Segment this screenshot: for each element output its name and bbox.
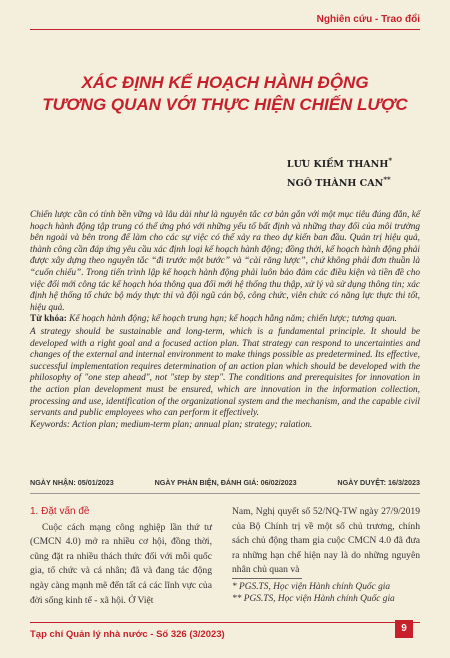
- footer-divider: [30, 622, 420, 623]
- date-received: NGÀY NHẬN: 05/01/2023: [30, 478, 114, 487]
- body-column-left: [30, 505, 212, 608]
- body-column-right: [232, 505, 420, 578]
- author-list: [287, 153, 392, 191]
- title-line-1: XÁC ĐỊNH KẾ HOẠCH HÀNH ĐỘNG: [81, 73, 369, 92]
- header-divider: [30, 29, 420, 30]
- keywords-vietnamese: Từ khóa: Kế hoạch hành động; kế hoạch trung hạn; kế hoạch hằng năm; chiến lược; tương quan.: [30, 314, 398, 325]
- abstract-english: A strategy should be sustainable and long-term, which is a fundamental principle. It should be developed with a right goal and a focused action plan. That strategy can respond to uncertainties and changes of the external and internal environment to make things possible as predetermined. Its effective, successful implementation requires determination of an action plan which should be developed with the philosophy of "one step ahead", not "step by step". The conditions and prerequisites for innovation in the action plan development must be ensured, which are innovation in the information collection, processing and use, identification of the organizational system and the mechanism, and the capable civil servants and public employees who can perform it effectively.: [30, 326, 420, 419]
- section-label: Nghiên cứu - Trao đổi: [316, 14, 420, 25]
- article-title: [20, 72, 430, 116]
- author-2: NGÔ THÀNH CAN**: [286, 175, 391, 190]
- page-number: 9: [395, 620, 413, 638]
- keywords-english: Keywords: Action plan; medium-term plan; annual plan; strategy; ralation.: [30, 419, 313, 430]
- footnotes: [232, 581, 422, 605]
- footnote-1: * PGS.TS, Học viện Hành chính Quốc gia: [232, 582, 391, 592]
- abstract: [30, 210, 420, 431]
- abstract-vietnamese: Chiến lược cần có tính bền vững và lâu dài như là nguyên tắc cơ bản gắn với một mục tiêu đúng đắn, kế hoạch hành động tập trung có thể ứng phó với những yếu tố bất định và những thay đổi của môi trường bên ngoài và bên trong để làm cho các sự việc có thể xảy ra theo dự kiến ban đầu. Quản trị hiệu quả, thành công cần đáp ứng yêu cầu xác định loại kế hoạch hành động; đồng thời, kế hoạch hành động phải được xây dựng theo nguyên tắc “đi trước một bước” và “cài răng lược”, chứ không phải đơn thuần là “cuốn chiếu”. Trong tiến trình lập kế hoạch hành động phải luôn bảo đảm các điều kiện và tiền đề cho việc đổi mới công tác kế hoạch hóa thông qua đổi mới hệ thống thu thập, xử lý và sử dụng thông tin; xác định hệ thống tổ chức bộ máy thực thi và đội ngũ cán bộ, công chức, viên chức có năng lực thực thi tốt, hiệu quả.: [30, 210, 420, 313]
- article-dates: [30, 478, 420, 494]
- body-paragraph-right: Nam, Nghị quyết số 52/NQ-TW ngày 27/9/2019 của Bộ Chính trị về một số chủ trương, chính sách chủ động tham gia cuộc CMCN 4.0 đã đưa ra những hạn chế hiện nay là do những nguyên nhân chủ quan và: [232, 506, 420, 576]
- body-paragraph-left: Cuộc cách mạng công nghiệp lần thứ tư (CMCN 4.0) mở ra nhiều cơ hội, đồng thời, cũng đặt ra nhiều thách thức đối với mỗi quốc gia, tổ chức và cá nhân; đã và đang tác động ngày càng mạnh mẽ đến tất cả các lĩnh vực của đời sống kinh tế - xã hội. Ở Việt: [30, 521, 212, 606]
- footnote-2: ** PGS.TS, Học viện Hành chính Quốc gia: [232, 594, 395, 604]
- date-reviewed: NGÀY PHẢN BIỆN, ĐÁNH GIÁ: 06/02/2023: [154, 478, 297, 487]
- date-approved: NGÀY DUYỆT: 16/3/2023: [337, 478, 420, 487]
- title-line-2: TƯƠNG QUAN VỚI THỰC HIỆN CHIẾN LƯỢC: [42, 95, 408, 114]
- journal-footer: Tạp chí Quản lý nhà nước - Số 326 (3/2023): [30, 629, 225, 640]
- author-1: LƯU KIẾM THANH*: [286, 156, 392, 171]
- footnote-divider: [232, 578, 302, 579]
- section-heading: 1. Đặt vấn đề: [30, 506, 90, 517]
